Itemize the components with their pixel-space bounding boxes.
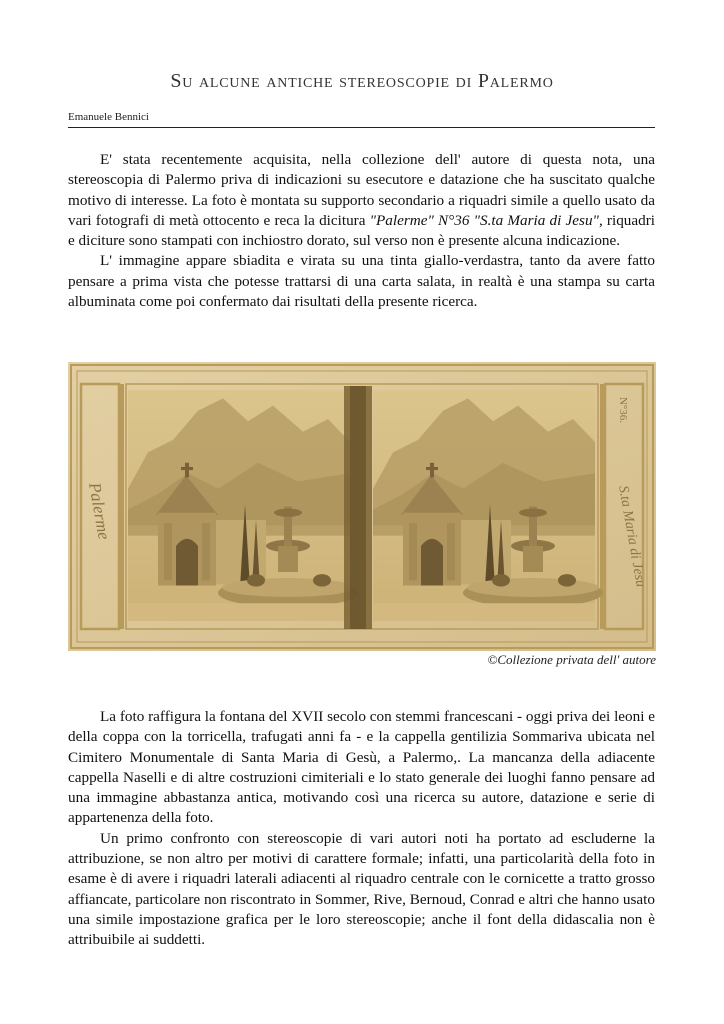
- discussion-paragraph-1: La foto raffigura la fontana del XVII secolo con stemmi francescani - oggi priva dei leoni e della coppa con la torricella, trafugati anni fa - e la cappella gentilizia Sommariva ubicata nel Cimitero Monumentale di Santa Maria di Gesù, a Palermo,. La mancanza della adiacente cappella Naselli e di altre costruzioni cimiteriali e lo stato generale dei luoghi fanno pensare ad una immagine abbastanza antica, motivando così una ricerca su autore, datazione e serie di appartenenza della foto.: [68, 708, 655, 827]
- intro-text-b: , riquadri e diciture sono stampati con inchiostro dorato, sul verso non è presente alcuna indicazione.: [68, 211, 655, 250]
- intro-quote: "Palerme" N°36 "S.ta Maria di Jesu": [369, 211, 599, 229]
- author-name: Emanuele Bennici: [68, 111, 149, 123]
- mount-label-left: Palerme: [85, 481, 114, 542]
- intro-section: [68, 150, 655, 312]
- page-title: Su alcune antiche stereoscopie di Palermo: [170, 70, 554, 92]
- intro-text-a: E' stata recentemente acquisita, nella collezione dell' autore di questa nota, una stereoscopia di Palermo priva di indicazioni su esecutore e datazione che ha suscitato qualche motivo di interesse. La foto è montata su supporto secondario a riquadri simile a quello usato da vari fotografi di metà ottocento e reca la dicitura: [68, 151, 655, 229]
- discussion-paragraph-2: Un primo confronto con stereoscopie di vari autori noti ha portato ad escluderne la attribuzione, se non altro per motivi di carattere formale; infatti, una particolarità della foto in esame è di avere i riquadri laterali adiacenti al riquadro centrale con le cornicette a tratto grosso affiancate, particolare non riscontrato in Sommer, Rive, Bernoud, Conrad e altri che hanno usato una simile impostazione grafica per le loro stereoscopie; anche il font della didascalia non è attribuibile ai suddetti.: [68, 829, 655, 949]
- stereo-image-left: [128, 390, 358, 621]
- discussion-section: [68, 707, 655, 951]
- stereoscopic-photo: [68, 362, 656, 651]
- header-rule: [68, 127, 655, 128]
- photo-caption: ©Collezione privata dell' autore: [487, 652, 656, 667]
- intro-paragraph-2: L' immagine appare sbiadita e virata su una tinta giallo-verdastra, tanto da avere fatto pensare a prima vista che potesse trattarsi di una carta salata, in realtà è una stampa su carta albuminata come poi confermato dai risultati della presente ricerca.: [68, 252, 655, 311]
- mount-number-right: N°36.: [617, 396, 629, 424]
- stereo-image-right: [373, 390, 603, 621]
- mount-label-right: S.ta Maria di Jesu: [615, 484, 648, 589]
- intro-paragraph-1: [68, 150, 655, 251]
